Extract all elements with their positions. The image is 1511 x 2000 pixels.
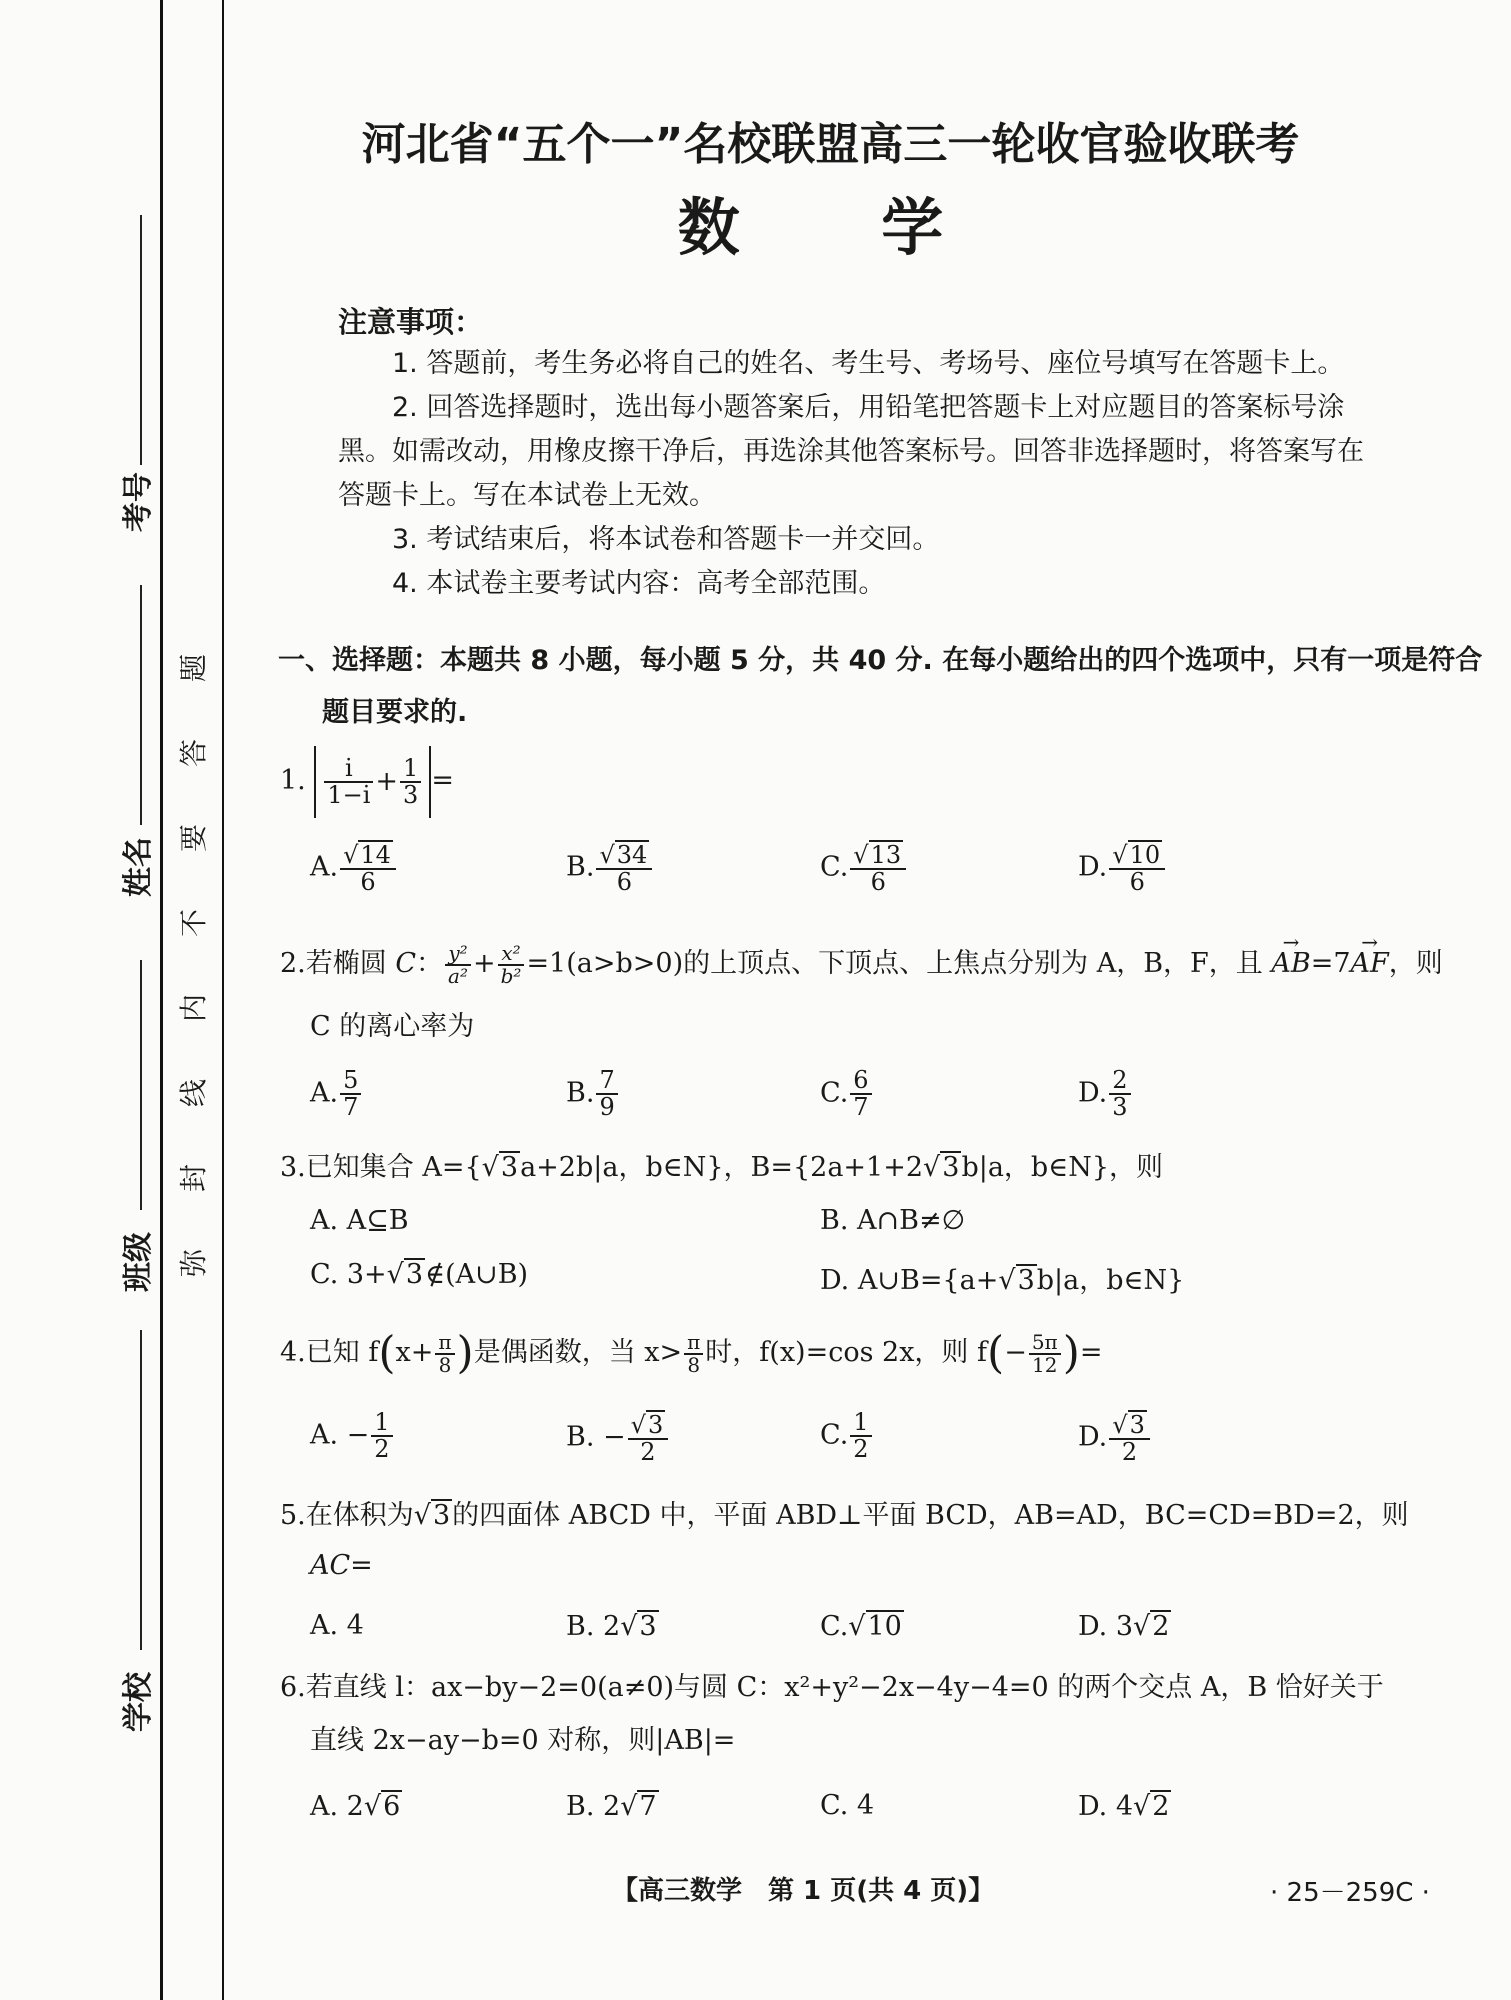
q3-option-d: D. A∪B={a+√3b|a，b∈N} [820, 1265, 1185, 1296]
q1-option-d: D. $\frac{√10}{6}$ [1078, 840, 1167, 896]
question-3: 3.已知集合 A={√3a+2b|a，b∈N}，B={2a+1+2√3b|a，b∈N}，则 [280, 1152, 1164, 1183]
question-5-line2: AC= [310, 1550, 373, 1581]
question-number: 1. [280, 765, 306, 796]
question-1: 1. $\frac{i}{1-i}$ + $\frac{1}{3}$ = [280, 745, 454, 818]
xuexiao-label: 学校 [121, 1672, 156, 1732]
fraction: $\frac{7}{9}$ [596, 1068, 617, 1120]
fraction: $\frac{5}{7}$ [340, 1068, 361, 1120]
page-footer: 【高三数学 第 1 页(共 4 页)】 [612, 1876, 995, 1906]
subject-title: 数 学 [677, 191, 1004, 264]
exam-code: · 25－259C · [1270, 1878, 1430, 1908]
q3-option-b: B. A∩B≠∅ [820, 1205, 966, 1236]
q6-option-d: D. 4√2 [1078, 1791, 1170, 1822]
seal-char: 答 [177, 738, 211, 768]
q5-option-b: B. 2√3 [566, 1611, 657, 1642]
q1-option-b: B. $\frac{√34}{6}$ [566, 840, 654, 896]
fraction: $\frac{√3}{2}$ [1109, 1410, 1150, 1466]
abs-value: $\frac{i}{1-i}$ + $\frac{1}{3}$ [314, 746, 431, 818]
fraction: $\frac{√13}{6}$ [850, 840, 906, 896]
seal-char: 不 [177, 908, 211, 938]
xingming-label: 姓名 [121, 837, 156, 897]
notice-item-2b: 黑。如需改动，用橡皮擦干净后，再选涂其他答案标号。回答非选择题时，将答案写在 [338, 436, 1364, 467]
vector-af: → AF [1351, 934, 1389, 994]
q2-option-c: C. $\frac{6}{7}$ [820, 1068, 874, 1120]
xuexiao-blank [140, 1330, 142, 1650]
q4-option-a: A. − $\frac{1}{2}$ [310, 1410, 395, 1462]
question-2: 2.若椭圆 C： $\frac{\text{y²}}{\text{a²}}$ + $\frac{\text{x²}}{\text{b²}}$ =1(a>b>0)的上顶点、下顶点、上焦点分别为 A，B，F，且 → AB=7→ AF，则 [280, 934, 1443, 994]
q3-option-a: A. A⊆B [310, 1205, 409, 1236]
fraction: $\frac{\pi}{8}$ [684, 1332, 703, 1376]
notice-item-4: 4. 本试卷主要考试内容：高考全部范围。 [392, 568, 886, 599]
section-heading-line1: 一、选择题：本题共 8 小题，每小题 5 分，共 40 分. 在每小题给出的四个选项中，只有一项是符合 [278, 645, 1483, 676]
seal-char: 要 [177, 823, 211, 853]
exam-title: 河北省“五个一”名校联盟高三一轮收官验收联考 [361, 119, 1300, 170]
fraction: $\frac{1}{2}$ [371, 1410, 392, 1462]
q4-option-c: C. $\frac{1}{2}$ [820, 1410, 874, 1462]
q2-option-a: A. $\frac{5}{7}$ [310, 1068, 363, 1120]
question-4: 4.已知 f(x+ $\frac{\pi}{8}$ )是偶函数，当 x> $\frac{\pi}{8}$ 时，f(x)=cos 2x，则 f(− $\frac{5\pi}{12}$ )= [280, 1327, 1103, 1379]
seal-char: 内 [177, 993, 211, 1023]
xingming-blank [140, 585, 142, 825]
fraction: $\frac{\text{x²}}{\text{b²}}$ [498, 943, 525, 987]
q1-option-c: C. $\frac{√13}{6}$ [820, 840, 908, 896]
kaohao-label: 考号 [121, 472, 156, 532]
notice-item-1: 1. 答题前，考生务必将自己的姓名、考生号、考场号、座位号填写在答题卡上。 [392, 348, 1345, 379]
notice-item-2c: 答题卡上。写在本试卷上无效。 [338, 480, 716, 511]
banji-label: 班级 [121, 1232, 156, 1292]
fraction: $\frac{\pi}{8}$ [435, 1332, 454, 1376]
fraction: $\frac{2}{3}$ [1109, 1068, 1130, 1120]
fraction: $\frac{√3}{2}$ [628, 1410, 669, 1466]
margin-line-inner [222, 0, 224, 2000]
margin-line-outer [160, 0, 163, 2000]
q3-option-c: C. 3+√3∉(A∪B) [310, 1259, 529, 1290]
q1-option-a: A. $\frac{√14}{6}$ [310, 840, 398, 896]
fraction: $\frac{√10}{6}$ [1109, 840, 1165, 896]
q6-option-c: C. 4 [820, 1790, 875, 1821]
q2-option-d: D. $\frac{2}{3}$ [1078, 1068, 1133, 1120]
notice-heading: 注意事项： [338, 305, 484, 339]
question-6-line2: 直线 2x−ay−b=0 对称，则|AB|= [310, 1725, 736, 1756]
q2-option-b: B. $\frac{7}{9}$ [566, 1068, 620, 1120]
question-6: 6.若直线 l：ax−by−2=0(a≠0)与圆 C：x²+y²−2x−4y−4=0 的两个交点 A，B 恰好关于 [280, 1672, 1384, 1703]
q5-option-a: A. 4 [310, 1610, 364, 1641]
fraction: $\frac{i}{1-i}$ [324, 756, 373, 808]
q4-option-d: D. $\frac{√3}{2}$ [1078, 1410, 1152, 1466]
seal-char: 题 [177, 653, 211, 683]
question-5: 5.在体积为√3的四面体 ABCD 中，平面 ABD⊥平面 BCD，AB=AD，BC=CD=BD=2，则 [280, 1500, 1409, 1531]
q6-option-a: A. 2√6 [310, 1791, 401, 1822]
question-2-line2: C 的离心率为 [310, 1011, 475, 1042]
fraction: $\frac{\text{y²}}{\text{a²}}$ [445, 943, 471, 987]
q5-option-c: C.√10 [820, 1611, 902, 1642]
seal-char: 封 [177, 1163, 211, 1193]
fraction: $\frac{√14}{6}$ [340, 840, 396, 896]
banji-blank [140, 960, 142, 1210]
fraction: $\frac{1}{3}$ [400, 756, 421, 808]
q4-option-b: B. − $\frac{√3}{2}$ [566, 1410, 670, 1466]
seal-char: 线 [177, 1078, 211, 1108]
fraction: $\frac{√34}{6}$ [596, 840, 652, 896]
fraction: $\frac{6}{7}$ [850, 1068, 871, 1120]
section-heading-line2: 题目要求的. [322, 697, 468, 728]
notice-item-3: 3. 考试结束后，将本试卷和答题卡一并交回。 [392, 524, 940, 555]
q6-option-b: B. 2√7 [566, 1791, 657, 1822]
notice-item-2a: 2. 回答选择题时，选出每小题答案后，用铅笔把答题卡上对应题目的答案标号涂 [392, 392, 1345, 423]
vector-ab: → AB [1271, 934, 1310, 994]
seal-char: 弥 [177, 1248, 211, 1278]
fraction: $\frac{5\pi}{12}$ [1029, 1332, 1061, 1376]
fraction: $\frac{1}{2}$ [850, 1410, 871, 1462]
q5-option-d: D. 3√2 [1078, 1611, 1170, 1642]
